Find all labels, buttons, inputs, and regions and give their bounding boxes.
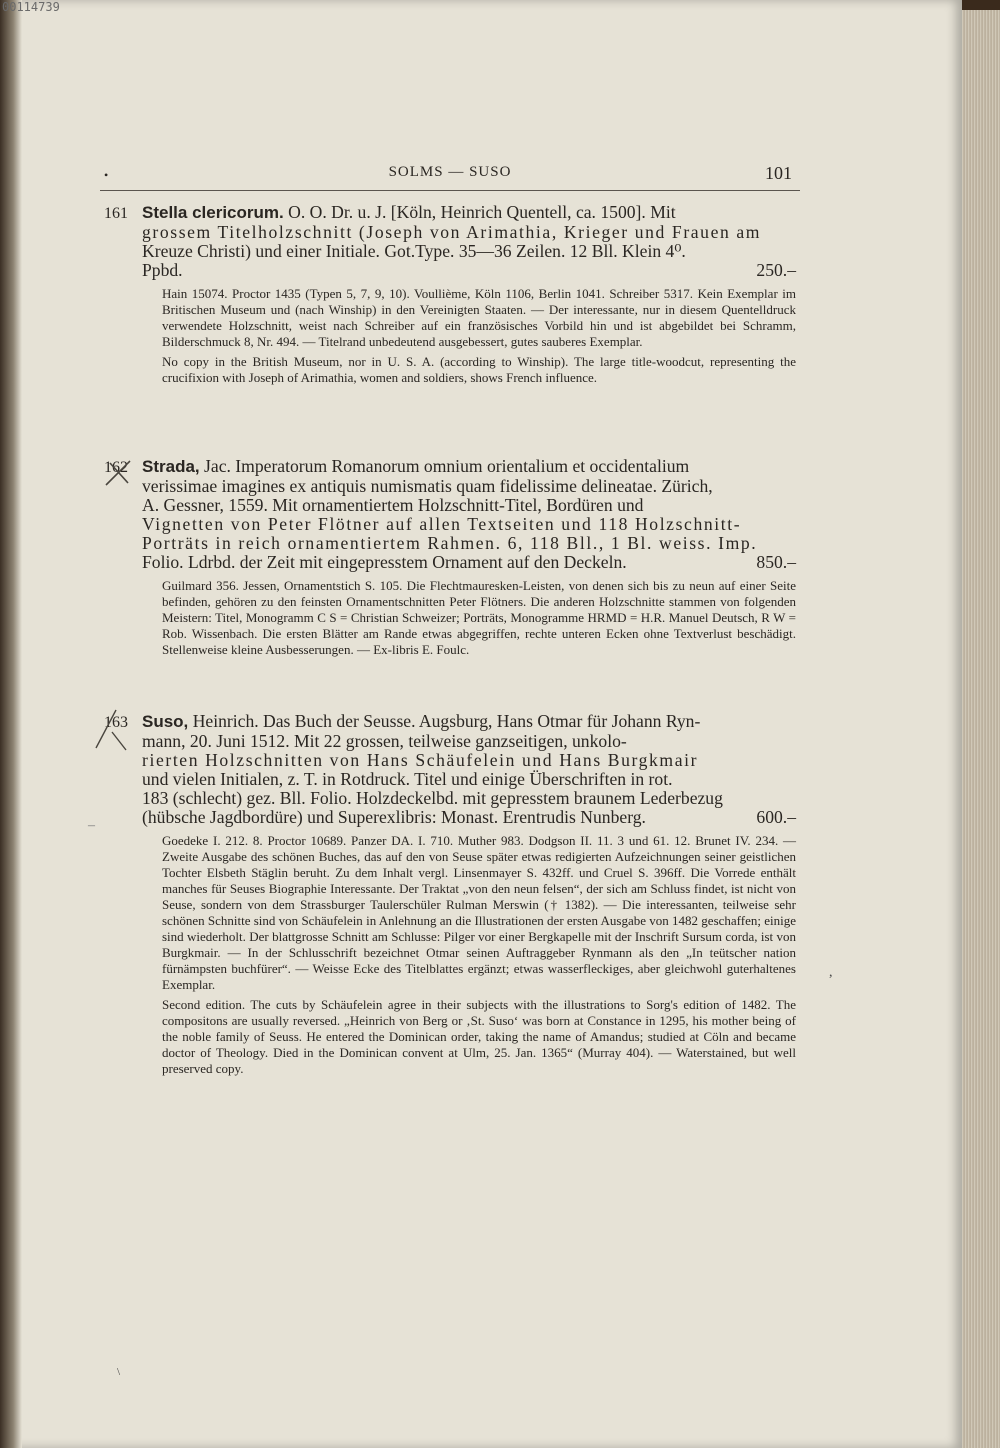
note-german: Guilmard 356. Jessen, Ornamentstich S. 105. Die Flechtmauresken-Leisten, von denen sich bis zu neun auf einer Seite befinden, gehören zu den feinsten Ornamentschnitten Peter Flötners. Die anderen Holzschnitte stammen von folgenden Meistern: Titel, Monogramm C S = Christian Schweizer; Porträts, Monogramme HRMD = H.R. Manuel Deutsch, R W = Rob. Wissenbach. Die ersten Blätter am Rande etwas abgegriffen, rechte unteren Ecken ohne Textverlust beschädigt. Stellenweise kleine Ausbesserungen. — Ex-libris E. Foulc. [162, 578, 796, 657]
entry-number: 163 [104, 714, 128, 731]
entry-title: Stella clericorum. [142, 203, 284, 222]
entry-line: Jac. Imperatorum Romanorum omnium orientalium et occidentalium [199, 456, 690, 476]
entry-line: Vignetten von Peter Flötner auf allen Textseiten und 118 Holzschnitt- [142, 514, 742, 534]
binding-gutter [0, 0, 22, 1448]
entry-line: A. Gessner, 1559. Mit ornamentiertem Holzschnitt-Titel, Bordüren und [142, 495, 644, 515]
entry-description [104, 203, 796, 280]
entry-line: mann, 20. Juni 1512. Mit 22 grossen, teilweise ganzseitigen, unkolo- [142, 731, 627, 751]
catalog-entry-161 [104, 203, 796, 386]
note-english: No copy in the British Museum, nor in U. S. A. (according to Winship). The large title-woodcut, representing the crucifixion with Joseph of Arimathia, women and soldiers, shows French influence. [162, 354, 796, 385]
catalog-entry-163 [104, 712, 796, 1077]
page-number: 101 [765, 163, 792, 183]
entry-line: Heinrich. Das Buch der Seusse. Augsburg, Hans Otmar für Johann Ryn- [188, 711, 701, 731]
entry-line: grossem Titelholzschnitt (Joseph von Arimathia, Krieger und Frauen am [142, 222, 762, 242]
catalog-stamp: 00114739 [2, 0, 60, 14]
note-english: Second edition. The cuts by Schäufelein agree in their subjects with the illustrations to Sorg's edition of 1482. The compositons are usually reversed. „Heinrich von Berg or ‚St. Suso‘ was born at Constance in 1295, his mother being of the noble family of Seuss. He entered the Dominican order, taking the name of Amandus; studied at Cöln and became doctor of Theology. Died in the Dominican convent at Ulm, 25. Jan. 1365“ (Murray 404). — Waterstained, but well preserved copy. [162, 997, 796, 1076]
note-german: Goedeke I. 212. 8. Proctor 10689. Panzer DA. I. 710. Muther 983. Dodgson II. 11. 3 und 61. 12. Brunet IV. 234. — Zweite Ausgabe des schönen Buches, das auf den von Seuse später etwas redigierten Aufzeichnungen seiner geistlichen Tochter Elsbeth Stäglin beruht. Zu dem Inhalt vergl. Linsenmayer S. 432ff. und Cruel S. 396ff. Die Vorrede enthält manches für Seuses Biographie Interessante. Der Traktat „von den neun felsen“, der sich am Schluss findet, ist nicht von Seuse, sondern von dem Strassburger Taulerschüler Rulman Merswin († 1382). — Die interessanten, teilweise sehr schönen Schnitte sind von Schäufelein in Anlehnung an die Illustrationen der ersten Ausgabe von 1482 geschaffen; einige sind wiederholt. Der blattgrosse Schnitt am Schlusse: Pilger vor einer Bergkapelle mit der Inschrift Sursum corda, ist von Burgkmair. — In der Schlusschrift bezeichnet Otmar seinen Auftraggeber Rynmann als den „In teütscher nation fürnämpsten buchfürer“. — Weisse Ecke des Titelblattes ergänzt; etwas wasserfleckiges, aber gleichwohl guterhaltenes Exemplar. [162, 833, 796, 992]
catalog-entry-162 [104, 457, 796, 658]
entry-title: Suso, [142, 712, 189, 731]
entry-price: 850.– [756, 552, 796, 572]
header-dot: • [104, 168, 109, 182]
stray-mark: \ [117, 1366, 121, 1378]
note-german: Hain 15074. Proctor 1435 (Typen 5, 7, 9, 10). Voullième, Köln 1106, Berlin 1041. Schreiber 5317. Kein Exemplar im Britischen Museum und (nach Winship) in den Vereinigten Staaten. — Der interessante, nur in diesem Quentelldruck verwendete Holzschnitt, weist nach Schreiber auf ein französisches Vorbild hin und ist abgebildet bei Schramm, Bilderschmuck 8, Nr. 494. — Titelrand unbedeutend ausgebessert, gutes sauberes Exemplar. [162, 286, 796, 349]
entry-number: 161 [104, 205, 128, 222]
entry-line: rierten Holzschnitten von Hans Schäufelein und Hans Burgkmair [142, 750, 699, 770]
entry-notes [162, 833, 796, 1077]
entry-line: O. O. Dr. u. J. [Köln, Heinrich Quentell, ca. 1500]. Mit [283, 202, 676, 222]
entry-price: 600.– [756, 807, 796, 827]
entry-line: Porträts in reich ornamentiertem Rahmen. 6, 118 Bll., 1 Bl. weiss. Imp. [142, 533, 758, 553]
entry-line: Folio. Ldrbd. der Zeit mit eingepresstem Ornament auf den Deckeln. [142, 552, 627, 572]
entry-number: 162 [104, 459, 128, 476]
entry-description [104, 457, 796, 572]
entry-line: verissimae imagines ex antiquis numismatis quam fidelissime delineatae. Zürich, [142, 476, 713, 496]
entry-line: 183 (schlecht) gez. Bll. Folio. Holzdeckelbd. mit gepresstem braunem Lederbezug [142, 788, 723, 808]
entry-line: Kreuze Christi) und einer Initiale. Got.Type. 35—36 Zeilen. 12 Bll. Klein 4⁰. [142, 241, 686, 261]
running-header [100, 160, 800, 190]
header-rule [100, 190, 800, 191]
entry-notes [162, 578, 796, 658]
entry-description [104, 712, 796, 827]
entry-line: Ppbd. [142, 260, 183, 280]
entry-line: (hübsche Jagdbordüre) und Superexlibris: Monast. Erentrudis Nunberg. [142, 807, 646, 827]
entry-line: und vielen Initialen, z. T. in Rotdruck. Titel und einige Überschriften in rot. [142, 769, 673, 789]
entry-title: Strada, [142, 457, 200, 476]
entry-notes [162, 286, 796, 386]
margin-tick: , [829, 965, 833, 980]
margin-dash: – [88, 818, 95, 833]
entry-price: 250.– [756, 260, 796, 280]
handwritten-cross-mark [100, 455, 140, 495]
handwritten-check-mark [92, 706, 132, 756]
running-title: SOLMS — SUSO [388, 164, 512, 180]
page-edges [962, 10, 1000, 1448]
